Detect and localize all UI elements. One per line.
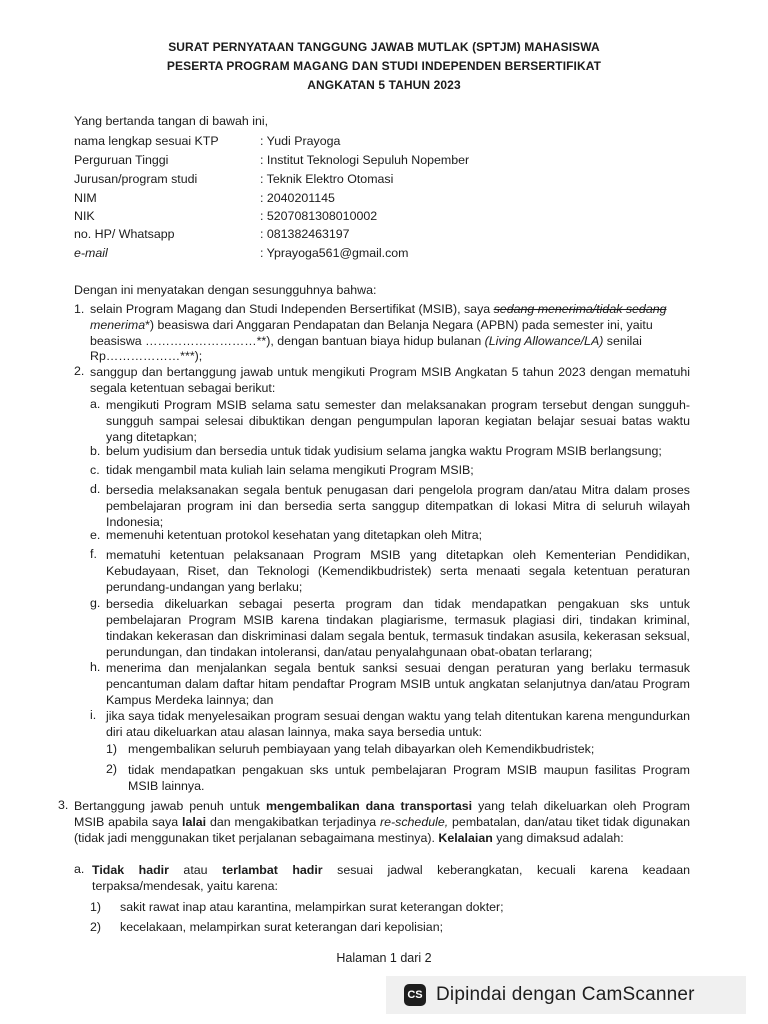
camscanner-logo-icon: CS [404, 984, 426, 1006]
item-2-text: sanggup dan bertanggung jawab untuk mengikuti Program MSIB Angkatan 5 tahun 2023 dengan mematuhi segala ketentuan sebagai berikut: [90, 365, 690, 395]
camscanner-watermark [386, 976, 746, 1014]
label-name: nama lengkap sesuai KTP [74, 134, 219, 148]
intro-text: Yang bertanda tangan di bawah ini, [74, 114, 269, 128]
sub-b-letter: b. [90, 444, 101, 458]
item-3-sub-a-1-text: sakit rawat inap atau karantina, melampirkan surat keterangan dokter; [120, 900, 504, 914]
item-2-number: 2. [74, 364, 85, 378]
camscanner-text: Dipindai dengan CamScanner [436, 984, 695, 1005]
title-line-1: SURAT PERNYATAAN TANGGUNG JAWAB MUTLAK (SPTJM) MAHASISWA [168, 40, 600, 54]
sub-h-letter: h. [90, 660, 101, 674]
label-phone: no. HP/ Whatsapp [74, 227, 175, 241]
sub-d-letter: d. [90, 482, 101, 496]
item-3-sub-a-letter: a. [74, 862, 85, 876]
label-university: Perguruan Tinggi [74, 153, 169, 167]
label-major: Jurusan/program studi [74, 172, 198, 186]
sub-i-2-text: tidak mendapatkan pengakuan sks untuk pembelajaran Program MSIB maupun fasilitas Program MSIB lainnya. [128, 763, 690, 793]
value-phone: : 081382463197 [260, 227, 350, 241]
item-1-number: 1. [74, 302, 85, 316]
value-nim: : 2040201145 [260, 191, 335, 205]
sub-b-text: belum yudisium dan bersedia untuk tidak yudisium selama jangka waktu Program MSIB berlangsung; [106, 444, 662, 458]
value-nik: : 5207081308010002 [260, 209, 378, 223]
sub-d-text: bersedia melaksanakan segala bentuk penugasan dari pengelola program dan/atau Mitra dalam proses pembelajaran program ini dan bersedia serta sanggup ditempatkan di lokasi Mitra di seluruh wilayah Indonesia; [106, 483, 690, 529]
sub-f-text: mematuhi ketentuan pelaksanaan Program MSIB yang ditetapkan oleh Kementerian Pendidikan, Kebudayaan, Riset, dan Teknologi (Kemendikbudristek) serta menaati segala ketentuan peraturan perundang-undangan yang berlaku; [106, 548, 690, 594]
sub-i-1-text: mengembalikan seluruh pembiayaan yang telah dibayarkan oleh Kemendikbudristek; [128, 742, 595, 756]
sub-c-letter: c. [90, 463, 100, 477]
item-1-line-3: beasiswa ………………………**), dengan bantuan biaya hidup bulanan (Living Allowance/LA) senilai [90, 334, 642, 348]
value-university: : Institut Teknologi Sepuluh Nopember [260, 153, 470, 167]
label-nik: NIK [74, 209, 95, 223]
label-email: e-mail [74, 246, 108, 260]
sub-g-letter: g. [90, 596, 101, 610]
item-1-line-2: menerima*) beasiswa dari Anggaran Pendapatan dan Belanja Negara (APBN) pada semester ini, yaitu [90, 318, 653, 332]
item-1-line-1: selain Program Magang dan Studi Independen Bersertifikat (MSIB), saya sedang menerima/tidak sedang [90, 302, 667, 316]
sub-f-letter: f. [90, 547, 97, 561]
sub-e-text: memenuhi ketentuan protokol kesehatan yang ditetapkan oleh Mitra; [106, 528, 483, 542]
sub-a-text: mengikuti Program MSIB selama satu semester dan melaksanakan program tersebut dengan sungguh-sungguh sampai selesai dibuktikan dengan pengumpulan laporan kegiatan belajar sesuai batas waktu yang ditetapkan; [106, 398, 690, 444]
item-3-sub-a-1-number: 1) [90, 900, 102, 914]
page-number: Halaman 1 dari 2 [336, 951, 432, 965]
item-3-number: 3. [58, 798, 69, 812]
sub-i-2-number: 2) [106, 762, 118, 776]
sub-e-letter: e. [90, 528, 101, 542]
sub-c-text: tidak mengambil mata kuliah lain selama mengikuti Program MSIB; [106, 463, 474, 477]
value-name: : Yudi Prayoga [260, 134, 341, 148]
item-1-line-4: Rp………………***); [90, 349, 203, 363]
sub-i-letter: i. [90, 708, 97, 722]
sub-h-text: menerima dan menjalankan segala bentuk sanksi sesuai dengan peraturan yang berlaku termasuk pencantuman dalam daftar hitam pendaftar Program MSIB untuk angkatan selanjutnya dan/atau Program Kampus Merdeka lainnya; dan [106, 661, 690, 707]
item-3-sub-a-text: Tidak hadir atau terlambat hadir sesuai jadwal keberangkatan, kecuali karena keadaan terpaksa/mendesak, yaitu karena: [92, 863, 690, 893]
sub-g-text: bersedia dikeluarkan sebagai peserta program dan tidak mendapatkan pengakuan sks untuk pembelajaran Program MSIB karena tindakan plagiarisme, termasuk plagiasi diri, tindakan kriminal, tindakan kekerasan dan diskriminasi dalam segala bentuk, termasuk tindakan asusila, kekerasan seksual, perundungan, dan tindakan intoleransi, dan/atau penyalahgunaan obat-obatan terlarang; [106, 597, 690, 659]
sub-a-letter: a. [90, 397, 101, 411]
item-3-text: Bertanggung jawab penuh untuk mengembalikan dana transportasi yang telah dikeluarkan oleh Program MSIB apabila saya lalai dan mengakibatkan terjadinya re-schedule, pembatalan, dan/atau tiket tidak digunakan (tidak jadi menggunakan tiket perjalanan sebagaimana mestinya). Kelalaian yang dimaksud adalah: [74, 799, 690, 845]
item-3-sub-a-2-text: kecelakaan, melampirkan surat keterangan dari kepolisian; [120, 920, 444, 934]
sub-i-text: jika saya tidak menyelesaikan program sesuai dengan waktu yang telah ditentukan karena mengundurkan diri atau dikeluarkan atau alasan lainnya, maka saya bersedia untuk: [106, 709, 690, 739]
title-line-3: ANGKATAN 5 TAHUN 2023 [307, 78, 461, 92]
value-email: : Yprayoga561@gmail.com [260, 246, 409, 260]
value-major: : Teknik Elektro Otomasi [260, 172, 394, 186]
item-3-sub-a-2-number: 2) [90, 920, 102, 934]
title-line-2: PESERTA PROGRAM MAGANG DAN STUDI INDEPENDEN BERSERTIFIKAT [166, 59, 602, 73]
label-nim: NIM [74, 191, 97, 205]
sub-i-1-number: 1) [106, 742, 118, 756]
declaration-intro: Dengan ini menyatakan dengan sesungguhnya bahwa: [74, 283, 377, 297]
